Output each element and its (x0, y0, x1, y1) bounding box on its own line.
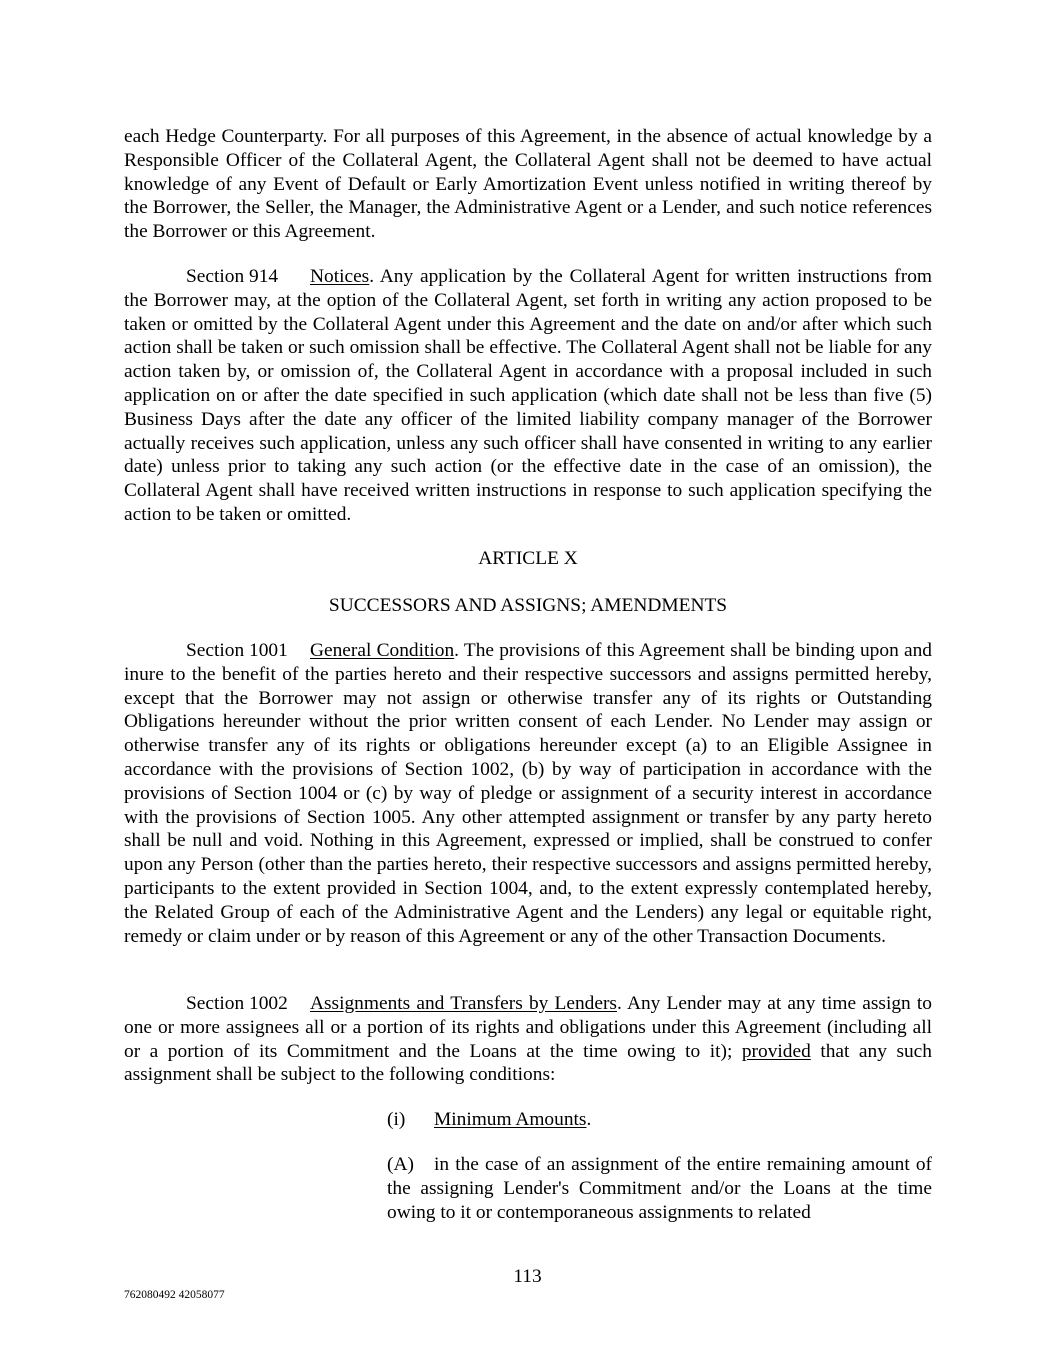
section-1001-paragraph (124, 639, 932, 948)
section-1002-number: Section 1002 (186, 993, 288, 1014)
article-title: SUCCESSORS AND ASSIGNS; AMENDMENTS (328, 595, 728, 616)
intro-paragraph: each Hedge Counterparty. For all purposes of this Agreement, in the absence of actual knowledge by a Responsible Officer of the Collateral Agent, the Collateral Agent shall not be deemed to have actual knowledge of any Event of Default or Early Amortization Event unless notified in writing thereof by the Borrower, the Seller, the Manager, the Administrative Agent or a Lender, and such notice references the Borrower or this Agreement. (124, 126, 932, 243)
subsection-i-punct: . (586, 1109, 592, 1130)
page-number: 113 (513, 1266, 542, 1287)
section-1001-title: General Condition (310, 640, 455, 661)
section-1001-number: Section 1001 (186, 640, 288, 661)
subsection-i-label: (i) (387, 1109, 406, 1130)
section-1001-body: . The provisions of this Agreement shall be binding upon and inure to the benefit of the parties hereto and their respective successors and assigns permitted hereby, except that the Borrower may not assign or otherwise transfer any of its rights or Outstanding Obligations hereunder without the prior written consent of each Lender. No Lender may assign or otherwise transfer any of its rights or obligations hereunder except (a) to an Eligible Assignee in accordance with the provisions of Section 1002, (b) by way of participation in accordance with the provisions of Section 1004 or (c) by way of pledge or assignment of a security interest in accordance with the provisions of Section 1005. Any other attempted assignment or transfer by any party hereto shall be null and void. Nothing in this Agreement, expressed or implied, shall be construed to confer upon any Person (other than the parties hereto, their respective successors and assigns permitted hereby, participants to the extent provided in Section 1004, and, to the extent expressly contemplated hereby, the Related Group of each of the Administrative Agent and the Lenders) any legal or equitable right, remedy or claim under or by reason of this Agreement or any of the other Transaction Documents. (124, 640, 932, 947)
article-heading: ARTICLE X (478, 548, 578, 569)
section-1002-title: Assignments and Transfers by Lenders (310, 993, 617, 1014)
section-914-body: . Any application by the Collateral Agent for written instructions from the Borrower may, at the option of the Collateral Agent, set forth in writing any action proposed to be taken or omitted by the Collateral Agent under this Agreement and the date on and/or after which such action shall be taken or such omission shall be effective. The Collateral Agent shall not be liable for any action taken by, or omission of, the Collateral Agent in accordance with a proposal included in such application on or after the date specified in such application (which date shall not be less than five (5) Business Days after the date any officer of the limited liability company manager of the Borrower actually receives such application, unless any such officer shall have consented in writing to any earlier date) unless prior to taking any such action (or the effective date in the case of an omission), the Collateral Agent shall have received written instructions in response to such application specifying the action to be taken or omitted. (124, 266, 932, 525)
section-1002-provided: provided (741, 1040, 811, 1062)
subsection-i (387, 1108, 932, 1132)
subsection-A-body: in the case of an assignment of the entire remaining amount of the assigning Lender's Commitment and/or the Loans at the time owing to it or contemporaneous assignments to related (387, 1154, 932, 1223)
subsection-i-title: Minimum Amounts (434, 1109, 587, 1130)
subsection-A-label: (A) (387, 1154, 414, 1175)
section-914-title: Notices (310, 266, 370, 287)
section-914-number: Section 914 (186, 266, 279, 287)
section-1002-body-before: . Any Lender may at any time assign to one or more assignees all or a portion of its rights and obligations under this Agreement (including all or a portion of its Commitment and the Loans at the time owing to it); (124, 993, 932, 1062)
section-1002-paragraph (124, 992, 932, 1087)
section-1002-body-after: that any such assignment shall be subject to the following conditions: (124, 1040, 932, 1086)
document-footer-id: 762080492 42058077 (124, 1289, 225, 1301)
section-914-paragraph (124, 265, 932, 527)
subsection-A (387, 1153, 932, 1224)
